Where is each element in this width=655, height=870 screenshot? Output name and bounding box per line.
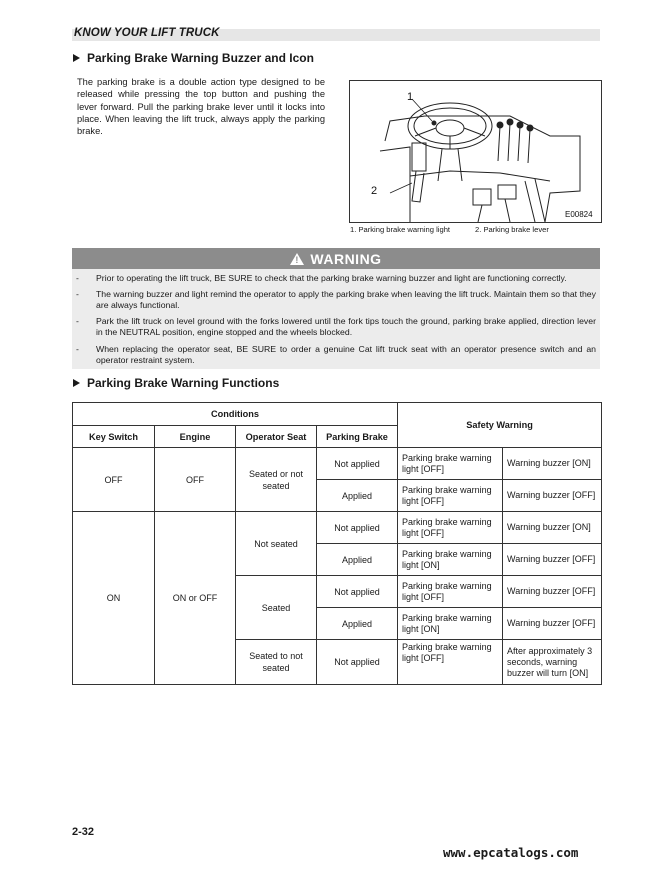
buzzer-cell: Warning buzzer [ON] <box>503 448 602 480</box>
seat-cell: Seated to not seated <box>236 640 317 685</box>
seat-cell: Seated <box>236 576 317 640</box>
conditions-header: Conditions <box>73 403 398 426</box>
light-cell: Parking brake warning light [OFF] <box>398 640 503 685</box>
section-title-text: Parking Brake Warning Functions <box>87 376 280 390</box>
brake-cell: Applied <box>317 480 398 512</box>
col-engine: Engine <box>155 426 236 448</box>
col-parking-brake: Parking Brake <box>317 426 398 448</box>
figure-code: E00824 <box>565 210 593 219</box>
section-title-text: Parking Brake Warning Buzzer and Icon <box>87 51 314 65</box>
brake-cell: Applied <box>317 544 398 576</box>
buzzer-cell: Warning buzzer [OFF] <box>503 576 602 608</box>
buzzer-cell: Warning buzzer [OFF] <box>503 480 602 512</box>
warning-banner <box>72 248 600 269</box>
seat-cell: Not seated <box>236 512 317 576</box>
site-watermark: www.epcatalogs.com <box>443 845 579 860</box>
buzzer-cell: After approximately 3 seconds, warning buzzer will turn [ON] <box>503 640 602 685</box>
triangle-bullet-icon <box>73 379 80 387</box>
warning-functions-table <box>72 402 602 685</box>
light-cell: Parking brake warning light [ON] <box>398 608 503 640</box>
light-cell: Parking brake warning light [ON] <box>398 544 503 576</box>
brake-cell: Not applied <box>317 448 398 480</box>
col-key-switch: Key Switch <box>73 426 155 448</box>
warning-title: WARNING <box>310 251 382 267</box>
table-row <box>73 448 602 480</box>
engine-on-or-off: ON or OFF <box>155 512 236 685</box>
brake-cell: Applied <box>317 608 398 640</box>
brake-cell: Not applied <box>317 512 398 544</box>
brake-cell: Not applied <box>317 640 398 685</box>
buzzer-cell: Warning buzzer [OFF] <box>503 544 602 576</box>
light-cell: Parking brake warning light [OFF] <box>398 480 503 512</box>
buzzer-cell: Warning buzzer [OFF] <box>503 608 602 640</box>
caption-2: 2. Parking brake lever <box>475 225 549 234</box>
warning-list: - Prior to operating the lift truck, BE SURE to check that the parking brake warning buzzer and light are functioning correctly. - The warning buzzer and light remind the operator to apply the parking brake when leaving the lift truck. Maintain them so that they are always functional. - Park the lift truck on level ground with the forks lowered until the fork tips touch the ground, parking brake applied, direction lever in the NEUTRAL position, engine stopped and the wheels blocked. - When replacing the operator seat, BE SURE to order a genuine Cat lift truck seat with an operator presence switch and an operator restraint system. <box>72 269 600 369</box>
engine-off: OFF <box>155 448 236 512</box>
cab-illustration <box>349 80 602 223</box>
triangle-bullet-icon <box>73 54 80 62</box>
col-operator-seat: Operator Seat <box>236 426 317 448</box>
light-cell: Parking brake warning light [OFF] <box>398 512 503 544</box>
section-title-functions <box>87 376 279 390</box>
key-switch-off: OFF <box>73 448 155 512</box>
section-title-buzzer <box>87 51 314 65</box>
light-cell: Parking brake warning light [OFF] <box>398 576 503 608</box>
callout-1: 1 <box>407 91 414 103</box>
light-cell: Parking brake warning light [OFF] <box>398 448 503 480</box>
table-row <box>73 512 602 544</box>
warning-triangle-icon: ! <box>290 253 304 265</box>
caption-1: 1. Parking brake warning light <box>350 225 451 234</box>
seat-cell: Seated or not seated <box>236 448 317 512</box>
callout-2: 2 <box>371 185 378 197</box>
page-number: 2-32 <box>72 826 95 838</box>
cab-drawing <box>350 81 601 222</box>
safety-warning-header: Safety Warning <box>398 403 602 448</box>
buzzer-cell: Warning buzzer [ON] <box>503 512 602 544</box>
intro-paragraph: The parking brake is a double action type designed to be released while pressing the top button and pushing the lever forward. Pull the parking brake lever until it locks into place. When leaving the lift truck, always apply the parking brake. <box>77 77 325 137</box>
key-switch-on: ON <box>73 512 155 685</box>
page-header-title: KNOW YOUR LIFT TRUCK <box>74 27 220 39</box>
brake-cell: Not applied <box>317 576 398 608</box>
